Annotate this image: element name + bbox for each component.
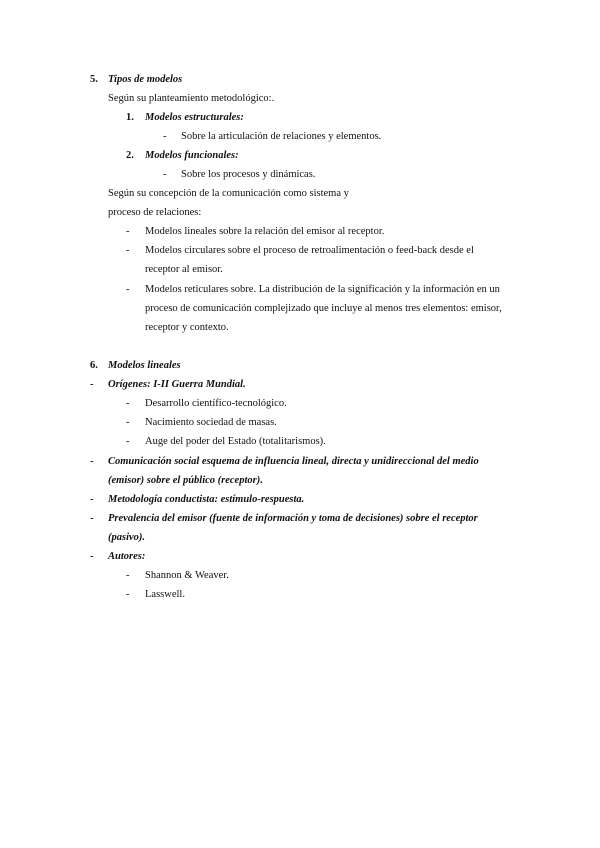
section-number: 6. [90, 360, 98, 371]
point: Comunicación social esquema de influencia lineal, directa y unidireccional del medio [108, 456, 479, 467]
list-item: Modelos circulares sobre el proceso de retroalimentación o feed-back desde el [145, 245, 474, 256]
list-title: Modelos funcionales: [145, 150, 239, 161]
bullet-dash: - [90, 494, 94, 505]
list-item: Sobre la articulación de relaciones y elementos. [181, 131, 382, 142]
list-item: Auge del poder del Estado (totalitarismos). [145, 436, 326, 447]
point-cont: (pasivo). [108, 532, 146, 543]
bullet-dash: - [126, 226, 130, 237]
section-title: Tipos de modelos [108, 74, 183, 85]
paragraph: Según su concepción de la comunicación como sistema y [108, 188, 349, 199]
list-item: Nacimiento sociedad de masas. [145, 417, 277, 428]
authors-title: Autores: [108, 551, 146, 562]
bullet-dash: - [126, 245, 130, 256]
point: Prevalencia del emisor (fuente de información y toma de decisiones) sobre el receptor [108, 513, 478, 524]
author-item: Lasswell. [145, 589, 185, 600]
bullet-dash: - [90, 456, 94, 467]
paragraph: proceso de relaciones: [108, 207, 202, 218]
list-number: 1. [126, 112, 134, 123]
list-item-cont: receptor al emisor. [145, 264, 223, 275]
list-item-cont: receptor y contexto. [145, 322, 229, 333]
point: Metodología conductista: estímulo-respuesta. [108, 494, 305, 505]
paragraph: Según su planteamiento metodológico:. [108, 93, 275, 104]
bullet-dash: - [126, 398, 130, 409]
bullet-dash: - [163, 169, 167, 180]
list-item: Modelos lineales sobre la relación del emisor al receptor. [145, 226, 385, 237]
point-cont: (emisor) sobre el público (receptor). [108, 475, 263, 486]
list-number: 2. [126, 150, 134, 161]
section-title: Modelos lineales [108, 360, 181, 371]
bullet-dash: - [90, 513, 94, 524]
list-item-cont: proceso de comunicación complejizado que incluye al menos tres elementos: emisor, [145, 303, 502, 314]
bullet-dash: - [126, 570, 130, 581]
bullet-dash: - [90, 379, 94, 390]
origins-title: Orígenes: I-II Guerra Mundial. [108, 379, 246, 390]
author-item: Shannon & Weaver. [145, 570, 229, 581]
list-item: Desarrollo científico-tecnológico. [145, 398, 287, 409]
bullet-dash: - [126, 589, 130, 600]
bullet-dash: - [163, 131, 167, 142]
list-item: Sobre los procesos y dinámicas. [181, 169, 316, 180]
bullet-dash: - [90, 551, 94, 562]
bullet-dash: - [126, 284, 130, 295]
section-number: 5. [90, 74, 98, 85]
bullet-dash: - [126, 436, 130, 447]
list-item: Modelos reticulares sobre. La distribución de la significación y la información en un [145, 284, 500, 295]
list-title: Modelos estructurales: [145, 112, 244, 123]
bullet-dash: - [126, 417, 130, 428]
